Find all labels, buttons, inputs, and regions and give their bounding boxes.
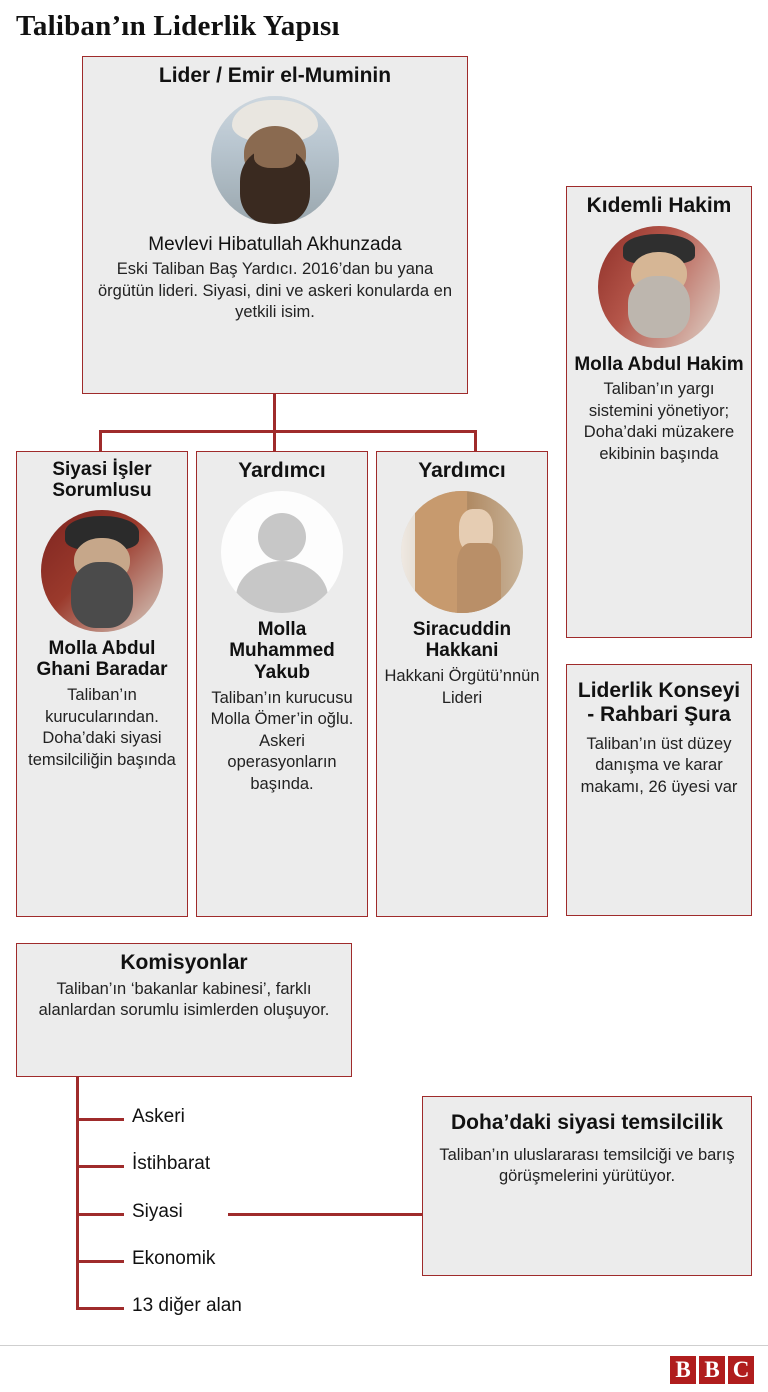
deputy-card-haqqani bbox=[376, 451, 548, 917]
connector-leader-down bbox=[273, 394, 276, 432]
deputy-heading-1: Yardımcı bbox=[238, 459, 326, 482]
commission-item-0: Askeri bbox=[132, 1106, 185, 1127]
side-card-leadership-council bbox=[566, 664, 752, 916]
deputy-name-0: Molla Abdul Ghani Baradar bbox=[36, 637, 168, 681]
commissions-tick-1 bbox=[76, 1165, 124, 1168]
silhouette-placeholder bbox=[221, 491, 343, 613]
obscured-face-photo bbox=[401, 491, 523, 613]
commissions-tick-0 bbox=[76, 1118, 124, 1121]
commissions-tick-2 bbox=[76, 1213, 124, 1216]
deputy-name-1: Molla Muhammed Yakub bbox=[229, 618, 335, 684]
side-name-0: Molla Abdul Hakim bbox=[574, 353, 744, 375]
bbc-logo-letter-1: B bbox=[670, 1356, 696, 1384]
bbc-logo-letter-3: C bbox=[728, 1356, 754, 1384]
leader-name: Mevlevi Hibatullah Akhunzada bbox=[148, 233, 402, 255]
commissions-card bbox=[16, 943, 352, 1077]
deputy-card-political-affairs bbox=[16, 451, 188, 917]
leader-card bbox=[82, 56, 468, 394]
page-title: Taliban’ın Liderlik Yapısı bbox=[16, 10, 340, 42]
deputy-description-0: Taliban’ın kurucularından. Doha’daki siyasi temsilciliğin başında bbox=[28, 686, 176, 769]
commissions-heading: Komisyonlar bbox=[120, 951, 248, 974]
deputy-description-1: Taliban’ın kurucusu Molla Ömer’in oğlu. Askeri operasyonların başında. bbox=[210, 689, 354, 793]
doha-office-card bbox=[422, 1096, 752, 1276]
commission-item-3: Ekonomik bbox=[132, 1248, 216, 1269]
commissions-tick-3 bbox=[76, 1260, 124, 1263]
side-description-0: Taliban’ın yargı sistemini yönetiyor; Doha’daki müzakere ekibinin başında bbox=[583, 380, 735, 463]
deputy-description-2: Hakkani Örgütü’nnün Lideri bbox=[384, 667, 540, 707]
bbc-logo bbox=[670, 1356, 754, 1384]
connector-branch-right bbox=[474, 430, 477, 452]
commissions-tick-4 bbox=[76, 1307, 124, 1310]
commission-item-4: 13 diğer alan bbox=[132, 1295, 242, 1316]
connector-branch-mid bbox=[273, 430, 276, 452]
commissions-description: Taliban’ın ‘bakanlar kabinesi’, farklı alanlardan sorumlu isimlerden oluşuyor. bbox=[38, 979, 330, 1019]
side-heading-0: Kıdemli Hakim bbox=[586, 194, 732, 217]
connector-siyasi-to-doha bbox=[228, 1213, 424, 1216]
deputy-heading-0: Siyasi İşler Sorumlusu bbox=[52, 459, 152, 502]
doha-description: Taliban’ın uluslararası temsilciği ve barış görüşmelerini yürütüyor. bbox=[439, 1145, 735, 1185]
connector-branch-left bbox=[99, 430, 102, 452]
doha-heading: Doha’daki siyasi temsilcilik bbox=[451, 1111, 723, 1134]
deputy-card-yakub bbox=[196, 451, 368, 917]
commission-item-1: İstihbarat bbox=[132, 1153, 211, 1174]
deputy-heading-2: Yardımcı bbox=[418, 459, 506, 482]
bbc-logo-letter-2: B bbox=[699, 1356, 725, 1384]
side-description-1: Taliban’ın üst düzey danışma ve karar makamı, 26 üyesi var bbox=[580, 735, 738, 796]
side-heading-1: Liderlik Konseyi - Rahbari Şura bbox=[577, 679, 741, 726]
bearded-man-black-turban-photo bbox=[41, 510, 163, 632]
commissions-trunk bbox=[76, 1077, 79, 1307]
footer-divider bbox=[0, 1345, 768, 1346]
side-card-senior-judge bbox=[566, 186, 752, 638]
turbaned-man-photo bbox=[211, 96, 339, 224]
leader-description: Eski Taliban Baş Yardıcı. 2016’dan bu yana örgütün lideri. Siyasi, dini ve askeri konularda en yetkili isim. bbox=[97, 260, 453, 322]
commission-item-2: Siyasi bbox=[132, 1201, 183, 1222]
connector-horizontal bbox=[99, 430, 477, 433]
deputy-name-2: Siracuddin Hakkani bbox=[412, 618, 512, 662]
leader-card-heading: Lider / Emir el-Muminin bbox=[158, 64, 392, 87]
white-beard-man-photo bbox=[598, 226, 720, 348]
